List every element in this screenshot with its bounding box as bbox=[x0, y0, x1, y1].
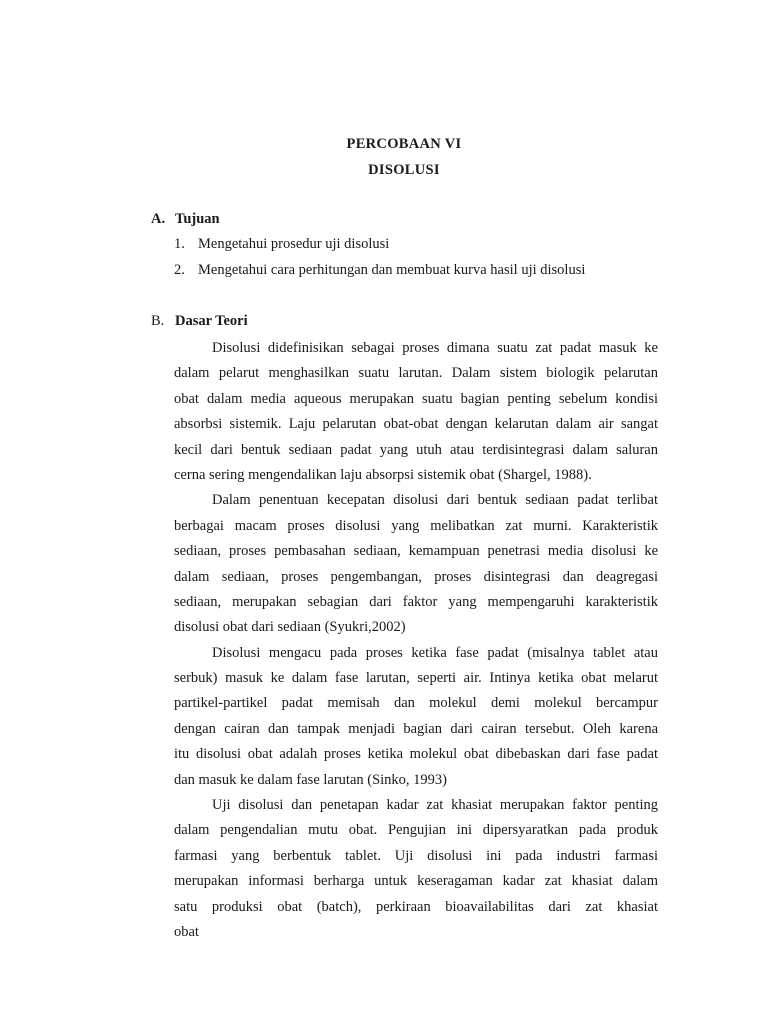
paragraph bbox=[174, 641, 658, 793]
document-title: PERCOBAAN VI bbox=[346, 136, 462, 152]
paragraph-line: Uji disolusi dan penetapan kadar zat khasiat merupakan faktor penting bbox=[212, 797, 658, 814]
paragraph-line: farmasi yang berbentuk tablet. Uji disolusi ini pada industri farmasi bbox=[174, 847, 658, 864]
paragraph-line: merupakan informasi berharga untuk keseragaman kadar zat khasiat dalam bbox=[174, 873, 658, 890]
section-a-header bbox=[151, 211, 220, 228]
section-b-heading: Dasar Teori bbox=[175, 313, 248, 329]
paragraph-line: absorbsi sistemik. Laju pelarutan obat-obat dengan kelarutan dalam air sangat bbox=[174, 416, 658, 433]
paragraph-line: obat dalam media aqueous merupakan suatu bagian penting sebelum kondisi bbox=[174, 390, 658, 407]
paragraph-line: berbagai macam proses disolusi yang melibatkan zat murni. Karakteristik bbox=[174, 517, 658, 534]
paragraph-line: Dalam penentuan kecepatan disolusi dari bentuk sediaan padat terlibat bbox=[212, 492, 658, 509]
paragraph-line: partikel-partikel padat memisah dan molekul demi molekul bercampur bbox=[174, 695, 658, 712]
paragraph-line: serbuk) masuk ke dalam fase larutan, seperti air. Intinya ketika obat melarut bbox=[174, 670, 658, 687]
paragraph-line: dalam pengendalian mutu obat. Pengujian ini dipersyaratkan pada produk bbox=[174, 822, 658, 839]
paragraph bbox=[174, 488, 658, 640]
paragraph-line: dan masuk ke dalam fase larutan (Sinko, 1993) bbox=[174, 771, 448, 788]
goal-item bbox=[174, 236, 389, 253]
paragraph-line: satu produksi obat (batch), perkiraan bioavailabilitas dari zat khasiat bbox=[174, 898, 658, 915]
goal-item-number: 2. bbox=[174, 262, 185, 278]
paragraph-line: kecil dari bentuk sediaan padat yang utuh atau terdisintegrasi dalam saluran bbox=[174, 441, 658, 458]
paragraph-line: dalam pelarut menghasilkan suatu larutan. Dalam sistem biologik pelarutan bbox=[174, 365, 658, 382]
goal-item-text: Mengetahui cara perhitungan dan membuat kurva hasil uji disolusi bbox=[198, 262, 586, 278]
paragraph-line: Disolusi didefinisikan sebagai proses dimana suatu zat padat masuk ke bbox=[212, 340, 658, 356]
paragraph-line: disolusi obat dari sediaan (Syukri,2002) bbox=[174, 619, 406, 636]
paragraph bbox=[174, 336, 658, 488]
section-b-body bbox=[174, 336, 658, 945]
paragraph-line: obat bbox=[174, 923, 199, 940]
section-b-header bbox=[151, 313, 248, 330]
section-a-letter: A. bbox=[151, 211, 166, 227]
paragraph-line: dalam sediaan, proses pengembangan, proses disintegrasi dan deagregasi bbox=[174, 568, 658, 585]
paragraph-line: dengan cairan dan tampak menjadi bagian dari cairan tersebut. Oleh karena bbox=[174, 720, 658, 737]
goal-item-number: 1. bbox=[174, 236, 185, 252]
paragraph-line: cerna sering mengendalikan laju absorpsi sistemik obat (Shargel, 1988). bbox=[174, 466, 592, 483]
section-b-letter: B. bbox=[151, 313, 165, 329]
paragraph-line: sediaan, merupakan sebagian dari faktor yang mempengaruhi karakteristik bbox=[174, 593, 658, 610]
document-subtitle: DISOLUSI bbox=[368, 162, 440, 178]
paragraph-line: Disolusi mengacu pada proses ketika fase padat (misalnya tablet atau bbox=[212, 644, 658, 661]
goal-item-text: Mengetahui prosedur uji disolusi bbox=[198, 236, 390, 252]
goal-item bbox=[174, 262, 585, 279]
paragraph-line: sediaan, proses pembasahan sediaan, kemampuan penetrasi media disolusi ke bbox=[174, 543, 658, 560]
section-a-heading: Tujuan bbox=[175, 211, 220, 227]
paragraph-line: itu disolusi obat adalah proses ketika molekul obat dibebaskan dari fase padat bbox=[174, 746, 658, 763]
paragraph bbox=[174, 793, 658, 945]
